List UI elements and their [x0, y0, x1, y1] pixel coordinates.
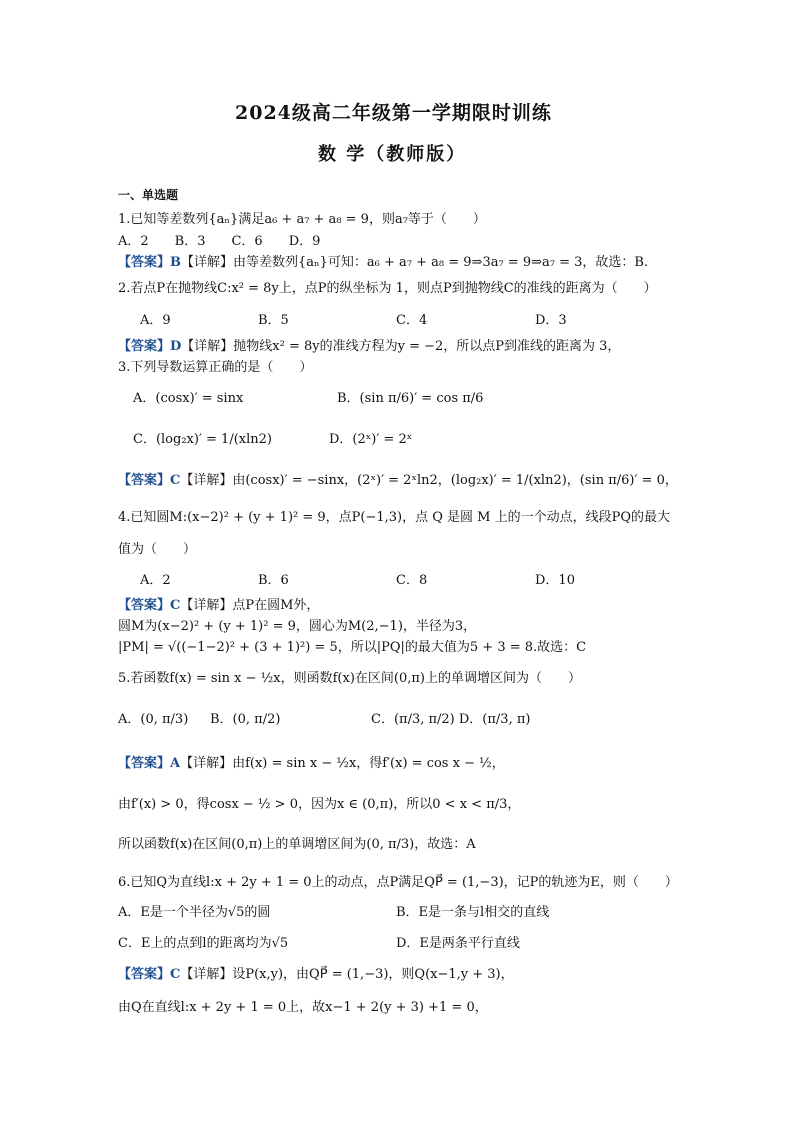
document-subtitle: 数 学（教师版） — [318, 144, 467, 165]
q3-stem: 3.下列导数运算正确的是（ ） — [118, 360, 313, 375]
q5-answer — [118, 756, 505, 772]
q2-option-d: D．3 — [535, 313, 567, 328]
explanation: 【详解】设P(x,y)，由QP⃗ = (1,−3)，则Q(x−1,y + 3)， — [180, 967, 514, 982]
q6-explanation-line2: 由Q在直线l:x + 2y + 1 = 0上，故x−1 + 2(y + 3) +1 = 0， — [118, 1000, 488, 1015]
q4-option-c: C．8 — [396, 573, 428, 588]
q1-answer — [118, 255, 648, 271]
q4-option-d: D．10 — [535, 573, 575, 588]
q2-option-b: B．5 — [258, 313, 289, 328]
q3-option-c: C．(log₂x)′ = 1/(xln2) — [133, 432, 272, 447]
q3-option-a: A．(cosx)′ = sinx — [133, 391, 244, 406]
explanation: 【详解】由(cosx)′ = −sinx，(2ˣ)′ = 2ˣln2，(log₂x)′ = 1/(xln2)，(sin π/6)′ = 0， — [180, 473, 678, 488]
explanation: 【详解】由f(x) = sin x − ½x，得f′(x) = cos x − ½， — [180, 756, 505, 771]
q3-option-b: B．(sin π/6)′ = cos π/6 — [337, 391, 484, 406]
q4-option-b: B．6 — [258, 573, 289, 588]
answer-tag: 【答案】B — [118, 255, 181, 270]
q6-option-d: D．E是两条平行直线 — [396, 936, 520, 951]
answer-tag: 【答案】C — [118, 473, 181, 488]
q4-answer — [118, 598, 319, 614]
q3-answer — [118, 473, 678, 489]
answer-tag: 【答案】D — [118, 339, 182, 354]
q4-stem-line2: 值为（ ） — [118, 542, 197, 557]
q6-option-b: B．E是一条与l相交的直线 — [396, 905, 550, 920]
q6-option-c: C．E上的点到l的距离均为√5 — [118, 936, 289, 951]
q5-option-cd: C．(π/3, π/2) D．(π/3, π) — [371, 712, 531, 727]
q4-explanation-line3: |PM| = √((−1−2)² + (3 + 1)²) = 5，所以|PQ|的最大值为5 + 3 = 8.故选：C — [118, 640, 587, 655]
q4-option-a: A．2 — [140, 573, 171, 588]
q6-answer — [118, 967, 514, 983]
explanation: 【详解】抛物线x² = 8y的准线方程为y = −2，所以点P到准线的距离为 3， — [181, 339, 621, 354]
q2-option-c: C．4 — [396, 313, 428, 328]
answer-tag: 【答案】A — [118, 756, 181, 771]
q2-stem: 2.若点P在抛物线C:x² = 8y上，点P的纵坐标为 1，则点P到抛物线C的准线的距离为（ ） — [118, 281, 657, 296]
q5-explanation-line2: 由f′(x) > 0，得cosx − ½ > 0，因为x ∈ (0,π)，所以0 < x < π/3， — [118, 797, 521, 812]
section-title: 一、单选题 — [118, 188, 179, 202]
q5-explanation-line3: 所以函数f(x)在区间(0,π)上的单调增区间为(0, π/3)，故选：A — [118, 837, 476, 852]
q4-explanation-line2: 圆M为(x−2)² + (y + 1)² = 9，圆心为M(2,−1)，半径为3， — [118, 619, 477, 634]
q2-option-a: A．9 — [140, 313, 171, 328]
q1-options: A．2 B．3 C．6 D．9 — [118, 234, 321, 249]
q3-option-d: D．(2ˣ)′ = 2ˣ — [329, 432, 413, 447]
answer-tag: 【答案】C — [118, 967, 181, 982]
explanation: 【详解】点P在圆M外， — [180, 598, 320, 613]
q6-stem: 6.已知Q为直线l:x + 2y + 1 = 0上的动点，点P满足QP⃗ = (1,−3)，记P的轨迹为E，则（ ） — [118, 875, 678, 890]
q5-stem: 5.若函数f(x) = sin x − ½x，则函数f(x)在区间(0,π)上的单调增区间为（ ） — [118, 671, 581, 686]
q1-stem: 1.已知等差数列{aₙ}满足a₆ + a₇ + a₈ = 9，则a₇等于（ ） — [118, 212, 486, 227]
answer-tag: 【答案】C — [118, 598, 181, 613]
q2-answer — [118, 339, 620, 355]
document-title: 2024级高二年级第一学期限时训练 — [235, 102, 552, 124]
q5-option-a: A．(0, π/3) — [118, 712, 189, 727]
q4-stem-line1: 4.已知圆M:(x−2)² + (y + 1)² = 9，点P(−1,3)，点 Q 是圆 M 上的一个动点，线段PQ的最大 — [118, 510, 671, 525]
q5-option-b: B．(0, π/2) — [210, 712, 281, 727]
q6-option-a: A．E是一个半径为√5的圆 — [118, 905, 271, 920]
explanation: 【详解】由等差数列{aₙ}可知：a₆ + a₇ + a₈ = 9⇒3a₇ = 9⇒a₇ = 3，故选：B. — [181, 255, 649, 270]
